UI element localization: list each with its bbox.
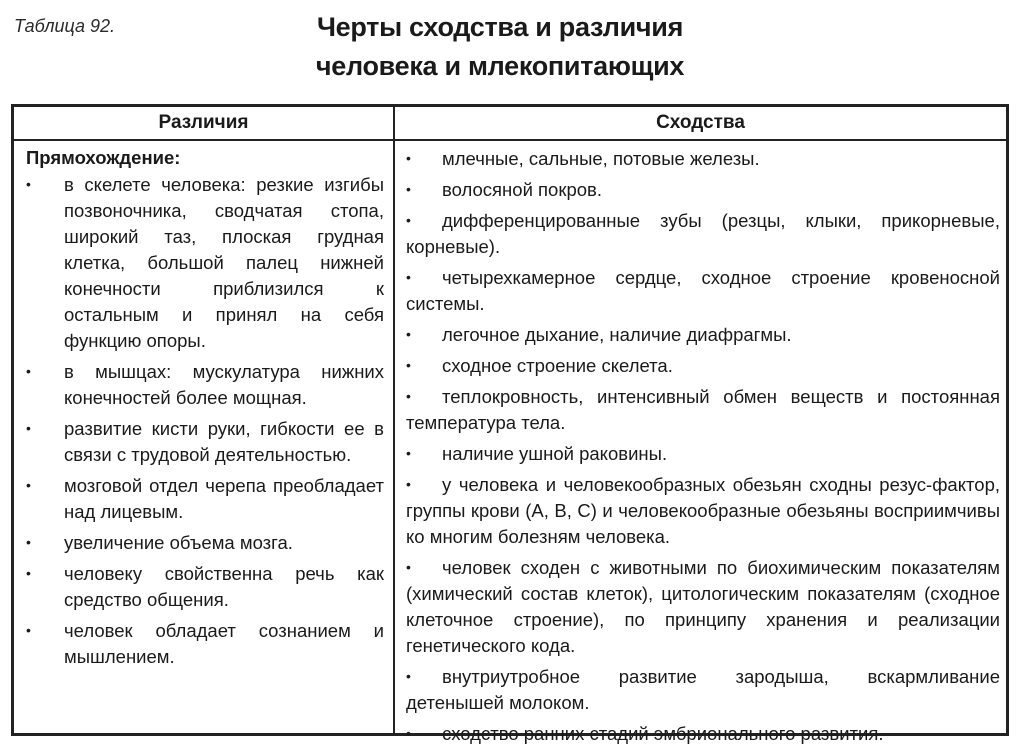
column-divider xyxy=(393,104,395,736)
similarities-item: • дифференцированные зубы (резцы, клыки, прикорневые, корневые). xyxy=(406,207,1000,260)
differences-item: • в скелете человека: резкие изгибы позвоночника, сводчатая стопа, широкий таз, плоская грудная клетка, большой палец нижней конечности приблизился к остальным и принял на себя функцию опоры. xyxy=(26,171,384,354)
column-header-similarities: Сходства xyxy=(656,112,745,133)
similarities-column xyxy=(406,145,1000,751)
similarities-item: • млечные, сальные, потовые железы. xyxy=(406,145,1000,172)
similarities-item: • сходное строение скелета. xyxy=(406,352,1000,379)
similarities-item: • человек сходен с животными по биохимическим показателям (химический состав клеток), цитологическим показателям (сходное клеточное строение), по принципу хранения и реализации генетического кода. xyxy=(406,554,1000,659)
bullet-icon: • xyxy=(406,445,411,461)
bullet-icon: • xyxy=(406,357,411,373)
bullet-icon: • xyxy=(406,668,411,684)
bullet-icon: • xyxy=(406,725,411,741)
page-title xyxy=(250,8,750,86)
bullet-icon: • xyxy=(406,150,411,166)
bullet-icon: • xyxy=(406,181,411,197)
bullet-icon: • xyxy=(26,565,31,581)
differences-item: • мозговой отдел черепа преобладает над лицевым. xyxy=(26,472,384,525)
title-line-1: Черты сходства и различия xyxy=(316,12,684,42)
bullet-icon: • xyxy=(406,326,411,342)
title-line-2: человека и млекопитающих xyxy=(315,51,685,81)
similarities-item: • сходство ранних стадий эмбрионального развития. xyxy=(406,720,1000,747)
table-number-label: Таблица 92. xyxy=(14,16,116,36)
differences-item: • в мышцах: мускулатура нижних конечностей более мощная. xyxy=(26,358,384,411)
differences-item: • увеличение объема мозга. xyxy=(26,529,384,556)
similarities-item: • у человека и человекообразных обезьян сходны резус-фактор, группы крови (А, В, С) и человекообразные обезьяны восприимчивы ко многим болезням человека. xyxy=(406,471,1000,550)
similarities-item: • внутриутробное развитие зародыша, вскармливание детенышей молоком. xyxy=(406,663,1000,716)
differences-column xyxy=(26,145,384,674)
similarities-item: • волосяной покров. xyxy=(406,176,1000,203)
differences-item: • развитие кисти руки, гибкости ее в связи с трудовой деятельностью. xyxy=(26,415,384,468)
bullet-icon: • xyxy=(26,176,31,192)
bullet-icon: • xyxy=(26,622,31,638)
bullet-icon: • xyxy=(406,559,411,575)
differences-item: • человек обладает сознанием и мышлением. xyxy=(26,617,384,670)
similarities-item: • четырехкамерное сердце, сходное строение кровеносной системы. xyxy=(406,264,1000,317)
similarities-item: • теплокровность, интенсивный обмен веществ и постоянная температура тела. xyxy=(406,383,1000,436)
bullet-icon: • xyxy=(406,388,411,404)
bullet-icon: • xyxy=(26,477,31,493)
bullet-icon: • xyxy=(406,476,411,492)
similarities-item: • легочное дыхание, наличие диафрагмы. xyxy=(406,321,1000,348)
bullet-icon: • xyxy=(26,420,31,436)
bullet-icon: • xyxy=(26,363,31,379)
bullet-icon: • xyxy=(406,269,411,285)
differences-item: • человеку свойственна речь как средство общения. xyxy=(26,560,384,613)
bullet-icon: • xyxy=(406,212,411,228)
differences-heading: Прямохождение: xyxy=(26,147,181,168)
column-header-differences: Различия xyxy=(158,112,249,133)
similarities-item: • наличие ушной раковины. xyxy=(406,440,1000,467)
bullet-icon: • xyxy=(26,534,31,550)
header-divider xyxy=(11,139,1009,141)
